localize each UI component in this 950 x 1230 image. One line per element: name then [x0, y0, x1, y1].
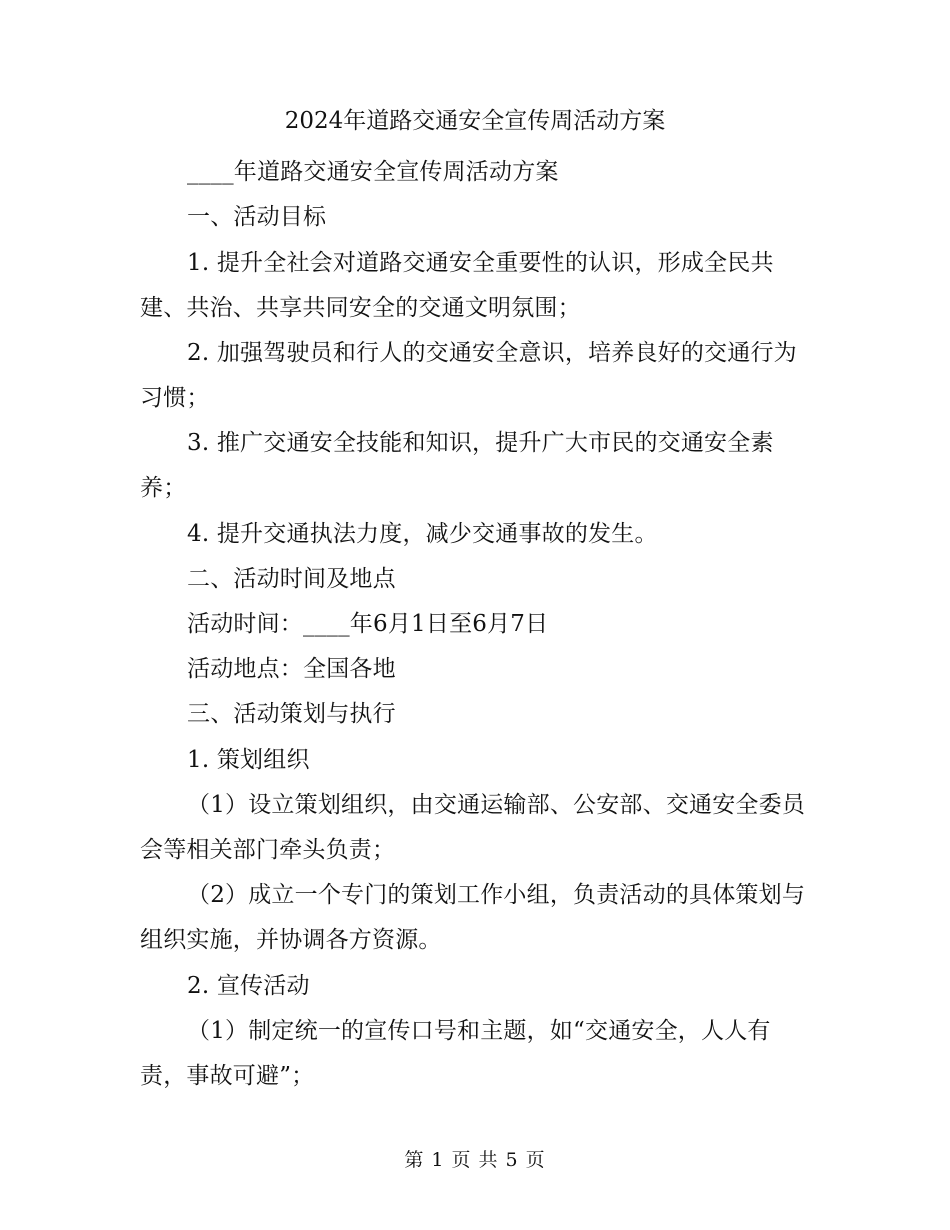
paragraph-line: 责，事故可避”；: [140, 1063, 315, 1089]
paragraph-line: 会等相关部门牵头负责；: [140, 837, 396, 863]
paragraph-line: 养；: [140, 475, 187, 501]
paragraph-line: （1）制定统一的宣传口号和主题，如“交通安全，人人有: [187, 1018, 771, 1044]
section-heading-planning: 三、活动策划与执行: [187, 701, 396, 727]
document-title: 2024年道路交通安全宣传周活动方案: [284, 108, 666, 134]
activity-place-line: 活动地点：全国各地: [187, 656, 396, 682]
activity-time-line: 活动时间：____年6月1日至6月7日: [187, 611, 549, 637]
subsection-heading: 1. 策划组织: [187, 747, 310, 773]
paragraph-line: （1）设立策划组织，由交通运输部、公安部、交通安全委员: [187, 792, 806, 818]
page-footer: 第 1 页 共 5 页: [404, 1149, 546, 1171]
paragraph-line: 3. 推广交通安全技能和知识，提升广大市民的交通安全素: [187, 430, 774, 456]
paragraph-line: （2）成立一个专门的策划工作小组，负责活动的具体策划与: [187, 882, 806, 908]
paragraph-line: 4. 提升交通执法力度，减少交通事故的发生。: [187, 521, 658, 547]
paragraph-line: 建、共治、共享共同安全的交通文明氛围；: [140, 295, 581, 321]
section-heading-goals: 一、活动目标: [187, 204, 327, 230]
section-heading-time-place: 二、活动时间及地点: [187, 566, 396, 592]
paragraph-line: 习惯；: [140, 385, 210, 411]
paragraph-line: 1. 提升全社会对道路交通安全重要性的认识，形成全民共: [187, 250, 774, 276]
paragraph-line: 组织实施，并协调各方资源。: [140, 927, 442, 953]
subsection-heading: 2. 宣传活动: [187, 973, 310, 999]
paragraph-line: 2. 加强驾驶员和行人的交通安全意识，培养良好的交通行为: [187, 340, 797, 366]
subtitle-line: ____年道路交通安全宣传周活动方案: [187, 159, 559, 185]
